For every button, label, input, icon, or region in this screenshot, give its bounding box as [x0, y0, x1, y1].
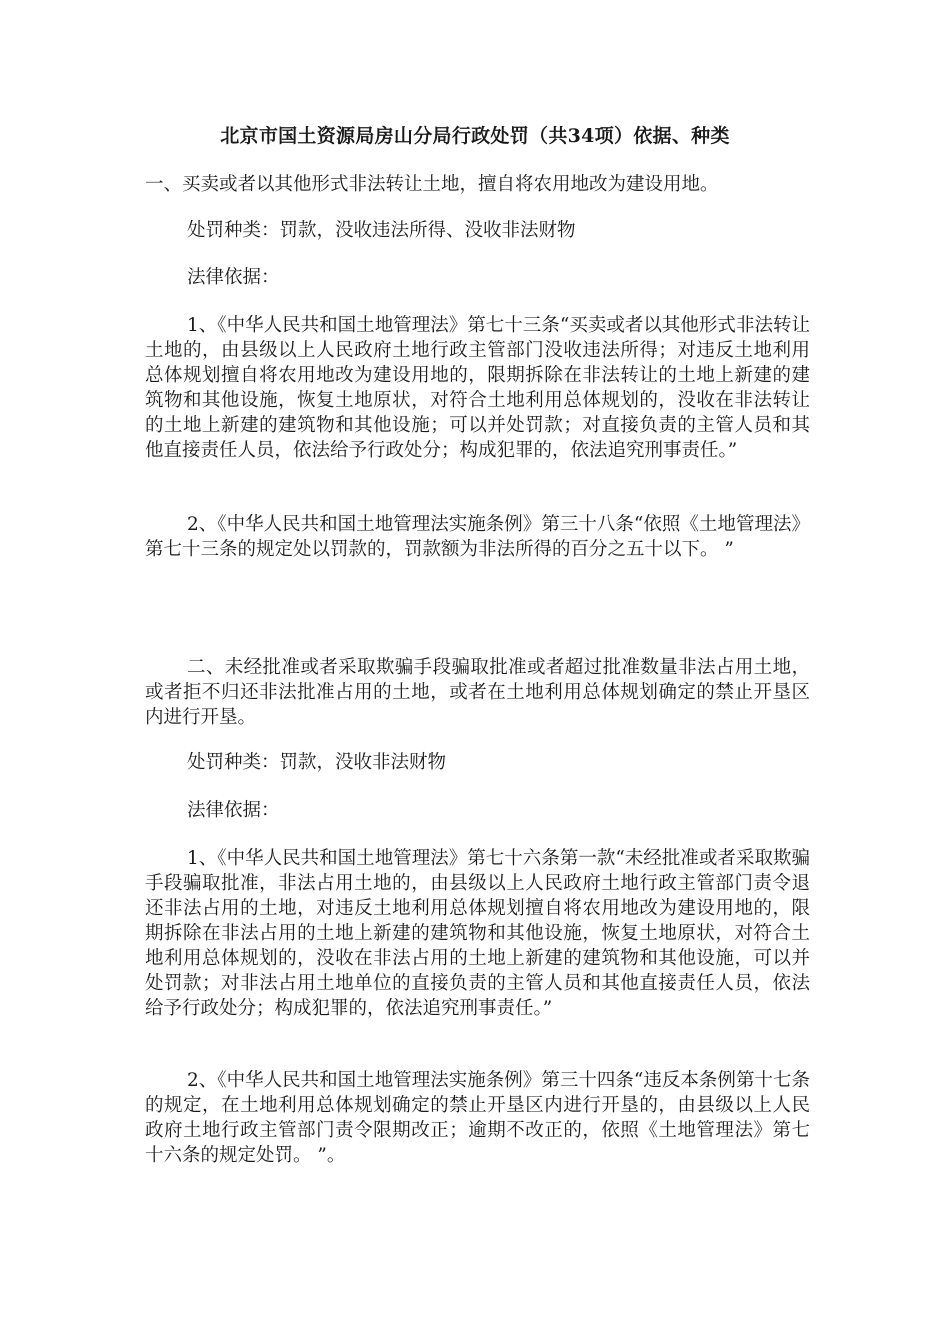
section-2-penalty-type: 处罚种类：罚款，没收非法财物	[187, 752, 447, 773]
section-1-legal-basis-label: 法律依据：	[187, 267, 280, 288]
section-1-clause-1: 1、《中华人民共和国土地管理法》第七十三条“买卖或者以其他形式非法转让土地的，由县级以上人民政府土地行政主管部门没收违法所得；对违反土地利用总体规划擅自将农用地改为建设用地的，限期拆除在非法转让的土地上新建的建筑物和其他设施，恢复土地原状，对符合土地利用总体规划的，没收在非法转让的土地上新建的建筑物和其他设施；可以并处罚款；对直接负责的主管人员和其他直接责任人员，依法给予行政处分；构成犯罪的，依法追究刑事责任。”	[145, 315, 810, 461]
section-2-clause-2: 2、《中华人民共和国土地管理法实施条例》第三十四条“违反本条例第十七条的规定，在土地利用总体规划确定的禁止开垦区内进行开垦的，由县级以上人民政府土地行政主管部门责令限期改正；逾期不改正的，依照《土地管理法》第七十六条的规定处罚。 ”。	[145, 1070, 810, 1166]
document-title: 北京市国土资源局房山分局行政处罚（共34项）依据、种类	[220, 125, 730, 147]
section-1-clause-2: 2、《中华人民共和国土地管理法实施条例》第三十八条“依照《土地管理法》第七十三条的规定处以罚款的，罚款额为非法所得的百分之五十以下。 ”	[145, 514, 810, 560]
section-2-heading: 二、未经批准或者采取欺骗手段骗取批准或者超过批准数量非法占用土地，或者拒不归还非法批准占用的土地，或者在土地利用总体规划确定的禁止开垦区内进行开垦。	[145, 657, 810, 728]
section-1-penalty-type: 处罚种类：罚款，没收违法所得、没收非法财物	[187, 220, 576, 241]
section-2-legal-basis-label: 法律依据：	[187, 800, 280, 821]
section-1-heading: 一、买卖或者以其他形式非法转让土地，擅自将农用地改为建设用地。	[145, 174, 719, 195]
section-2-clause-1: 1、《中华人民共和国土地管理法》第七十六条第一款“未经批准或者采取欺骗手段骗取批准，非法占用土地的，由县级以上人民政府土地行政主管部门责令退还非法占用的土地，对违反土地利用总体规划擅自将农用地改为建设用地的，限期拆除在非法占用的土地上新建的建筑物和其他设施，恢复土地原状，对符合土地利用总体规划的，没收在非法占用的土地上新建的建筑物和其他设施，可以并处罚款；对非法占用土地单位的直接负责的主管人员和其他直接责任人员，依法给予行政处分；构成犯罪的，依法追究刑事责任。”	[145, 848, 810, 1019]
